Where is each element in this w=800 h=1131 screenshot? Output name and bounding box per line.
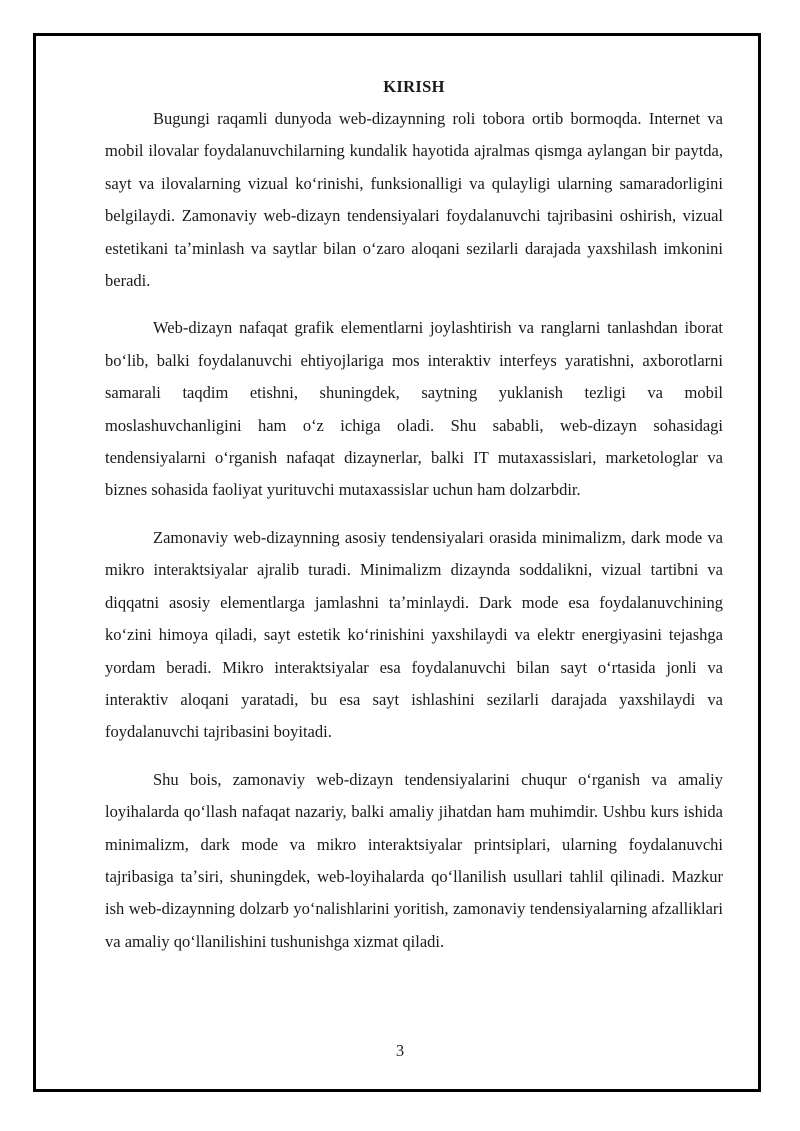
paragraph-3: Zamonaviy web-dizaynning asosiy tendensiyalari orasida minimalizm, dark mode va mikro interaktsiyalar ajralib turadi. Minimalizm dizaynda soddalikni, vizual tartibni va diqqatni asosiy elementlarga jamlashni taʼminlaydi. Dark mode esa foydalanuvchining koʻzini himoya qiladi, sayt estetik koʻrinishini yaxshilaydi va elektr energiyasini tejashga yordam beradi. Mikro interaktsiyalar esa foydalanuvchi bilan sayt oʻrtasida jonli va interaktiv aloqani yaratadi, bu esa sayt ishlashini sezilarli darajada yaxshilaydi va foydalanuvchi tajribasini boyitadi. [105,527,723,742]
page-title: KIRISH [383,77,445,96]
document-body [105,73,723,973]
paragraph-2: Web-dizayn nafaqat grafik elementlarni joylashtirish va ranglarni tanlashdan iborat boʻlib, balki foydalanuvchi ehtiyojlariga mos interaktiv interfeys yaratishni, axborotlarni samarali taqdim etishni, shuningdek, saytning yuklanish tezligi va mobil moslashuvchanligini ham oʻz ichiga oladi. Shu sababli, web-dizayn sohasidagi tendensiyalarni oʻrganish nafaqat dizaynerlar, balki IT mutaxassislari, marketologlar va biznes sohasida faoliyat yurituvchi mutaxassislar uchun ham dolzarbdir. [105,318,723,500]
paragraph-4: Shu bois, zamonaviy web-dizayn tendensiyalarini chuqur oʻrganish va amaliy loyihalarda qoʻllash nafaqat nazariy, balki amaliy jihatdan ham muhimdir. Ushbu kurs ishida minimalizm, dark mode va mikro interaktsiyalar printsiplari, ularning foydalanuvchi tajribasiga taʼsiri, shuningdek, web-loyihalarda qoʻllanilish usullari tahlil qilinadi. Mazkur ish web-dizaynning dolzarb yoʻnalishlarini yoritish, zamonaviy tendensiyalarning afzalliklari va amaliy qoʻllanilishini tushunishga xizmat qiladi. [105,769,723,951]
paragraph-1: Bugungi raqamli dunyoda web-dizaynning roli tobora ortib bormoqda. Internet va mobil ilovalar foydalanuvchilarning kundalik hayotida ajralmas qismga aylangan bir paytda, sayt va ilovalarning vizual koʻrinishi, funksionalligi va qulayligi ularning samaradorligini belgilaydi. Zamonaviy web-dizayn tendensiyalari foydalanuvchi tajribasini oshirish, vizual estetikani taʼminlash va saytlar bilan oʻzaro aloqani sezilarli darajada yaxshilash imkonini beradi. [105,109,723,291]
page-number: 3 [395,1041,405,1060]
